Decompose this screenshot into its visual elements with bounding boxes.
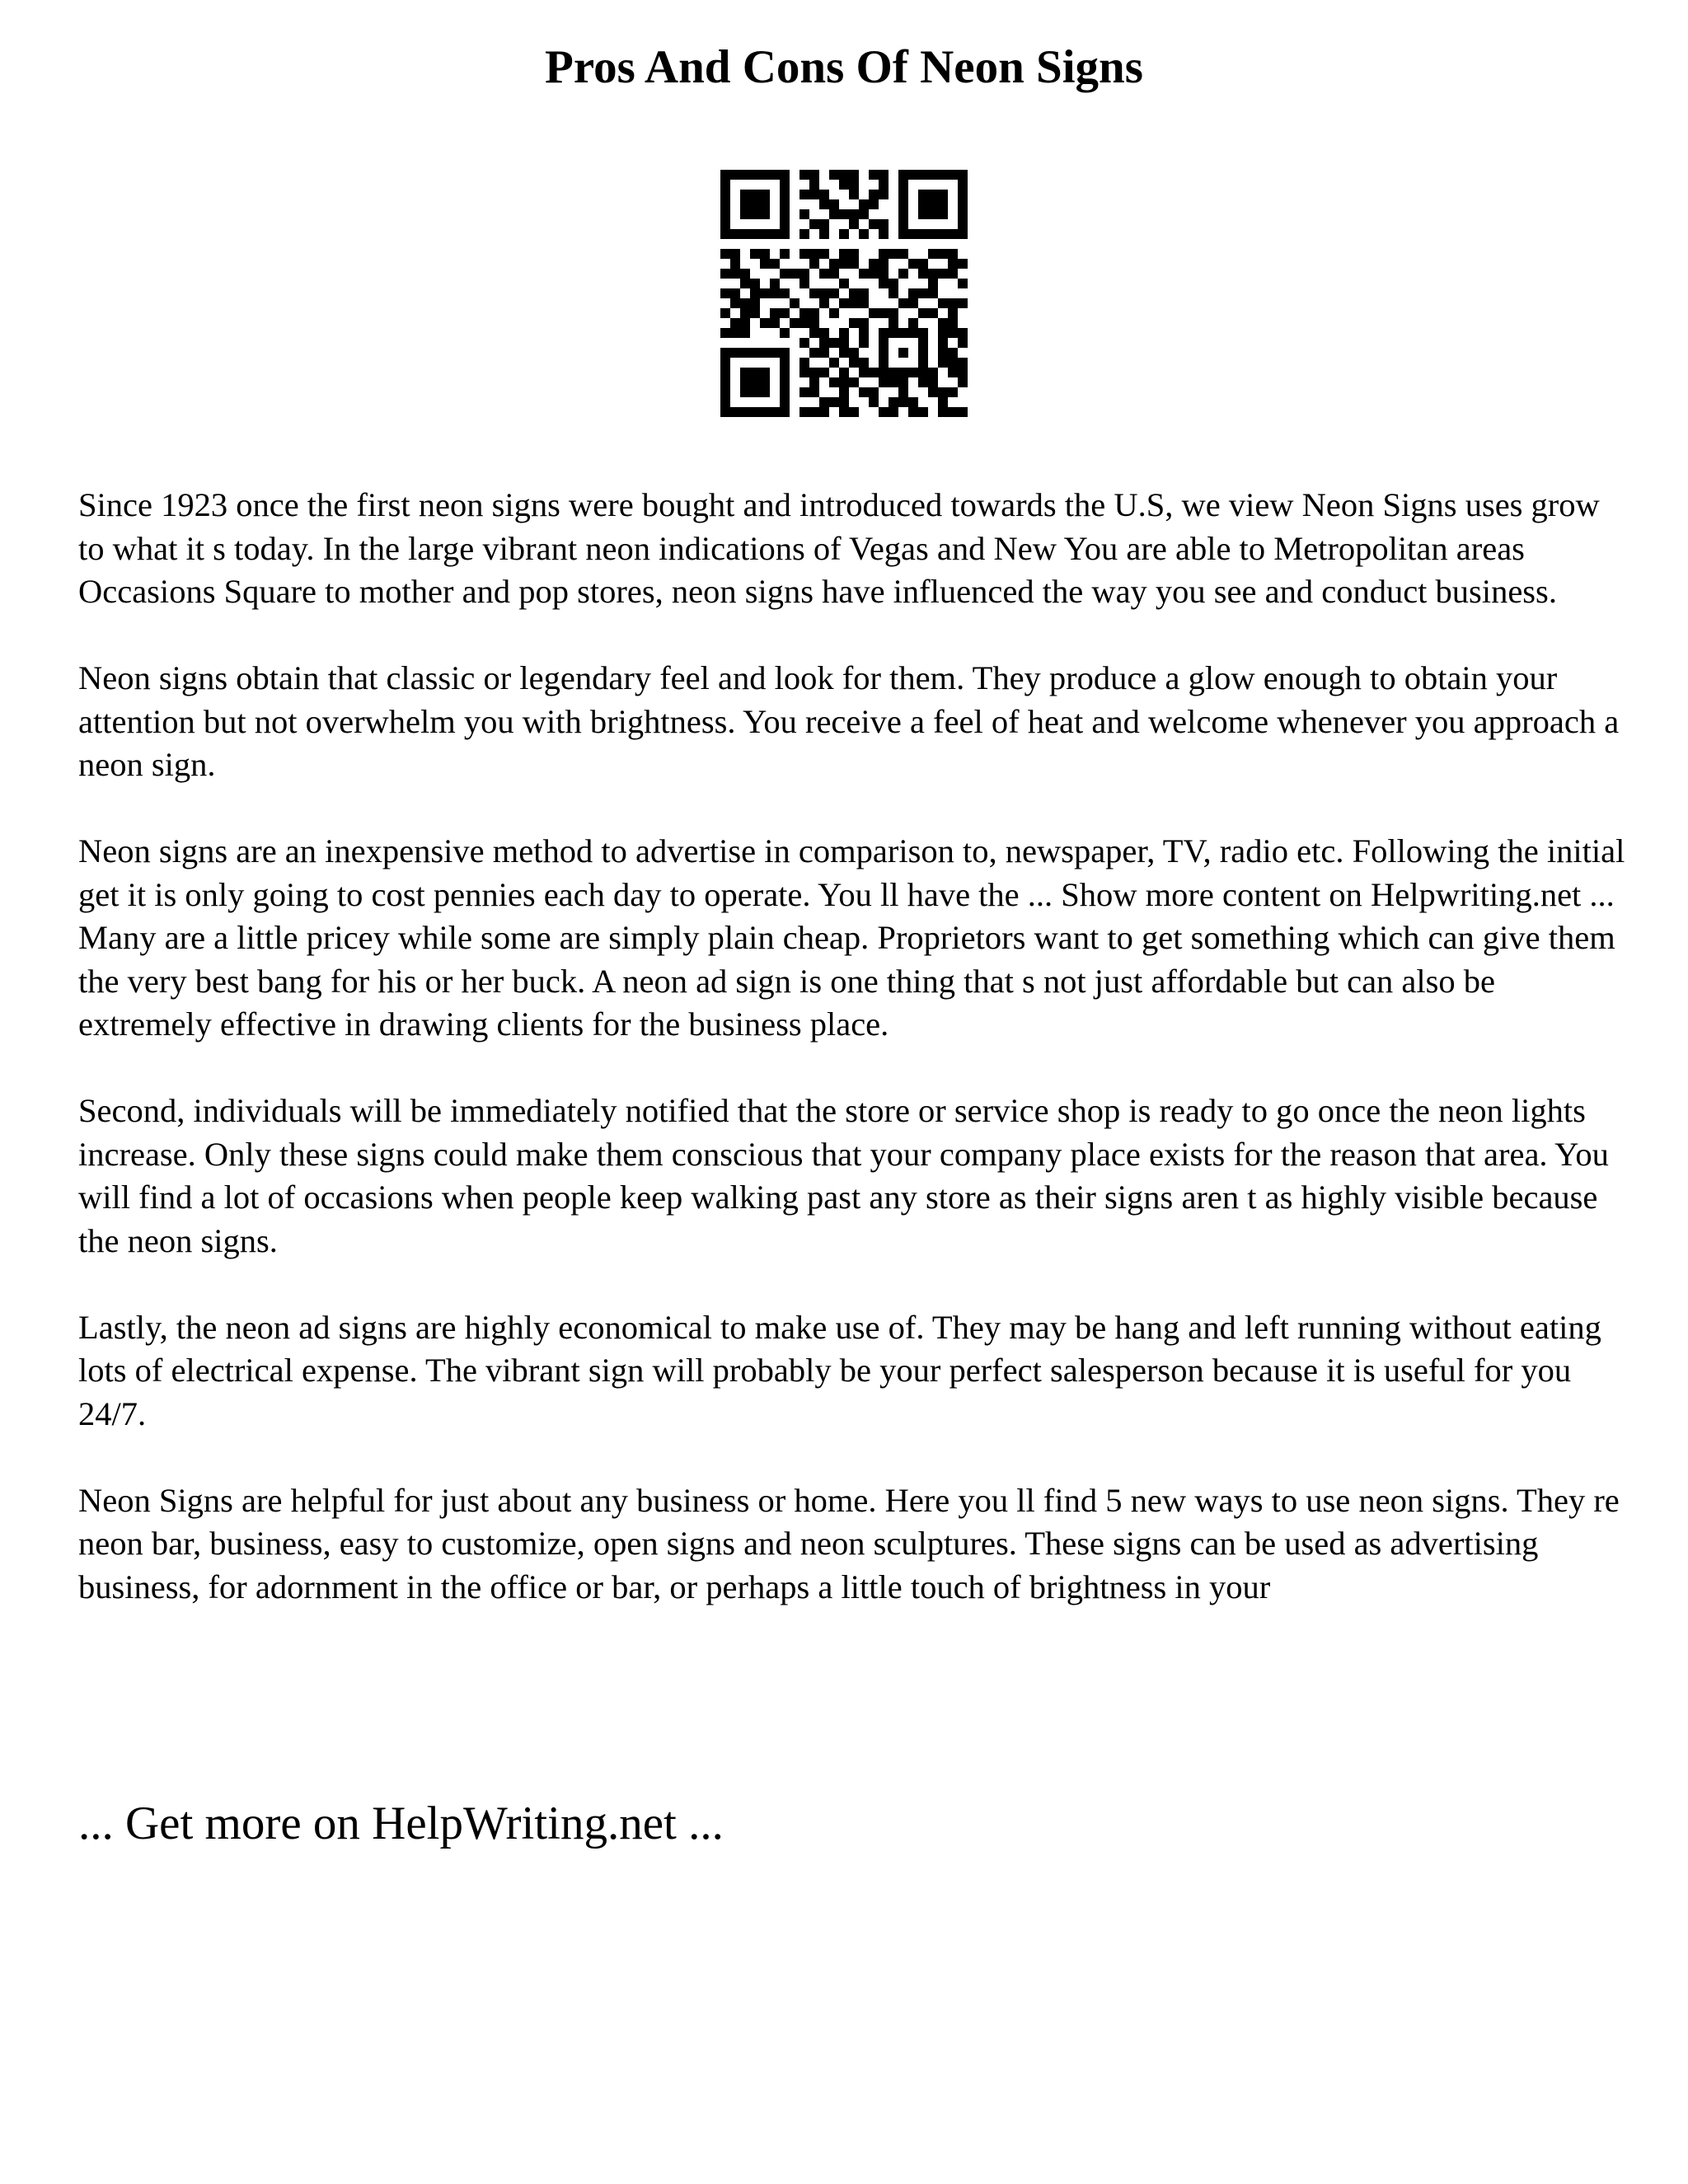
paragraph-gap bbox=[78, 1263, 1628, 1306]
get-more-link[interactable]: ... Get more on HelpWriting.net ... bbox=[78, 1797, 724, 1849]
paragraph-gap bbox=[78, 614, 1628, 658]
page-title: Pros And Cons Of Neon Signs bbox=[545, 41, 1143, 93]
paragraph-gap bbox=[78, 1047, 1628, 1090]
paragraph-4: Many are a little pricey while some are simply plain cheap. Proprietors want to get something which can give them the very best bang for his or her buck. A neon ad sign is one thing that s not just affordable but can also be extremely effective in drawing clients for the business place. bbox=[78, 919, 1615, 1043]
paragraph-gap bbox=[78, 787, 1628, 831]
paragraph-7: Neon Signs are helpful for just about any business or home. Here you ll find 5 new ways to use neon signs. They re neon bar, business, easy to customize, open signs and neon sculptures. These signs can be used as advertising business, for adornment in the office or bar, or perhaps a little touch of brightness in your bbox=[78, 1481, 1620, 1605]
article-body bbox=[78, 484, 1628, 1609]
paragraph-3: Neon signs are an inexpensive method to advertise in comparison to, newspaper, TV, radio etc. Following the initial get it is only going to cost pennies each day to operate. You ll have the ... Show more content on Helpwriting.net ... bbox=[78, 832, 1625, 913]
paragraph-5: Second, individuals will be immediately notified that the store or service shop is ready to go once the neon lights increase. Only these signs could make them conscious that your company place exists for the reason that area. You will find a lot of occasions when people keep walking past any store as their signs aren t as highly visible because the neon signs. bbox=[78, 1092, 1609, 1259]
paragraph-1: Since 1923 once the first neon signs were bought and introduced towards the U.S, we view Neon Signs uses grow to what it s today. In the large vibrant neon indications of Vegas and New You are able to Metropolitan areas Occasions Square to mother and pop stores, neon signs have influenced the way you see and conduct business. bbox=[78, 486, 1600, 610]
paragraph-gap bbox=[78, 1436, 1628, 1479]
paragraph-2: Neon signs obtain that classic or legendary feel and look for them. They produce a glow enough to obtain your attention but not overwhelm you with brightness. You receive a feel of heat and welcome whenever you approach a neon sign. bbox=[78, 659, 1620, 783]
paragraph-6: Lastly, the neon ad signs are highly economical to make use of. They may be hang and left running without eating lots of electrical expense. The vibrant sign will probably be your perfect salesperson because it is useful for you 24/7. bbox=[78, 1308, 1601, 1432]
qr-code-icon bbox=[720, 170, 968, 417]
